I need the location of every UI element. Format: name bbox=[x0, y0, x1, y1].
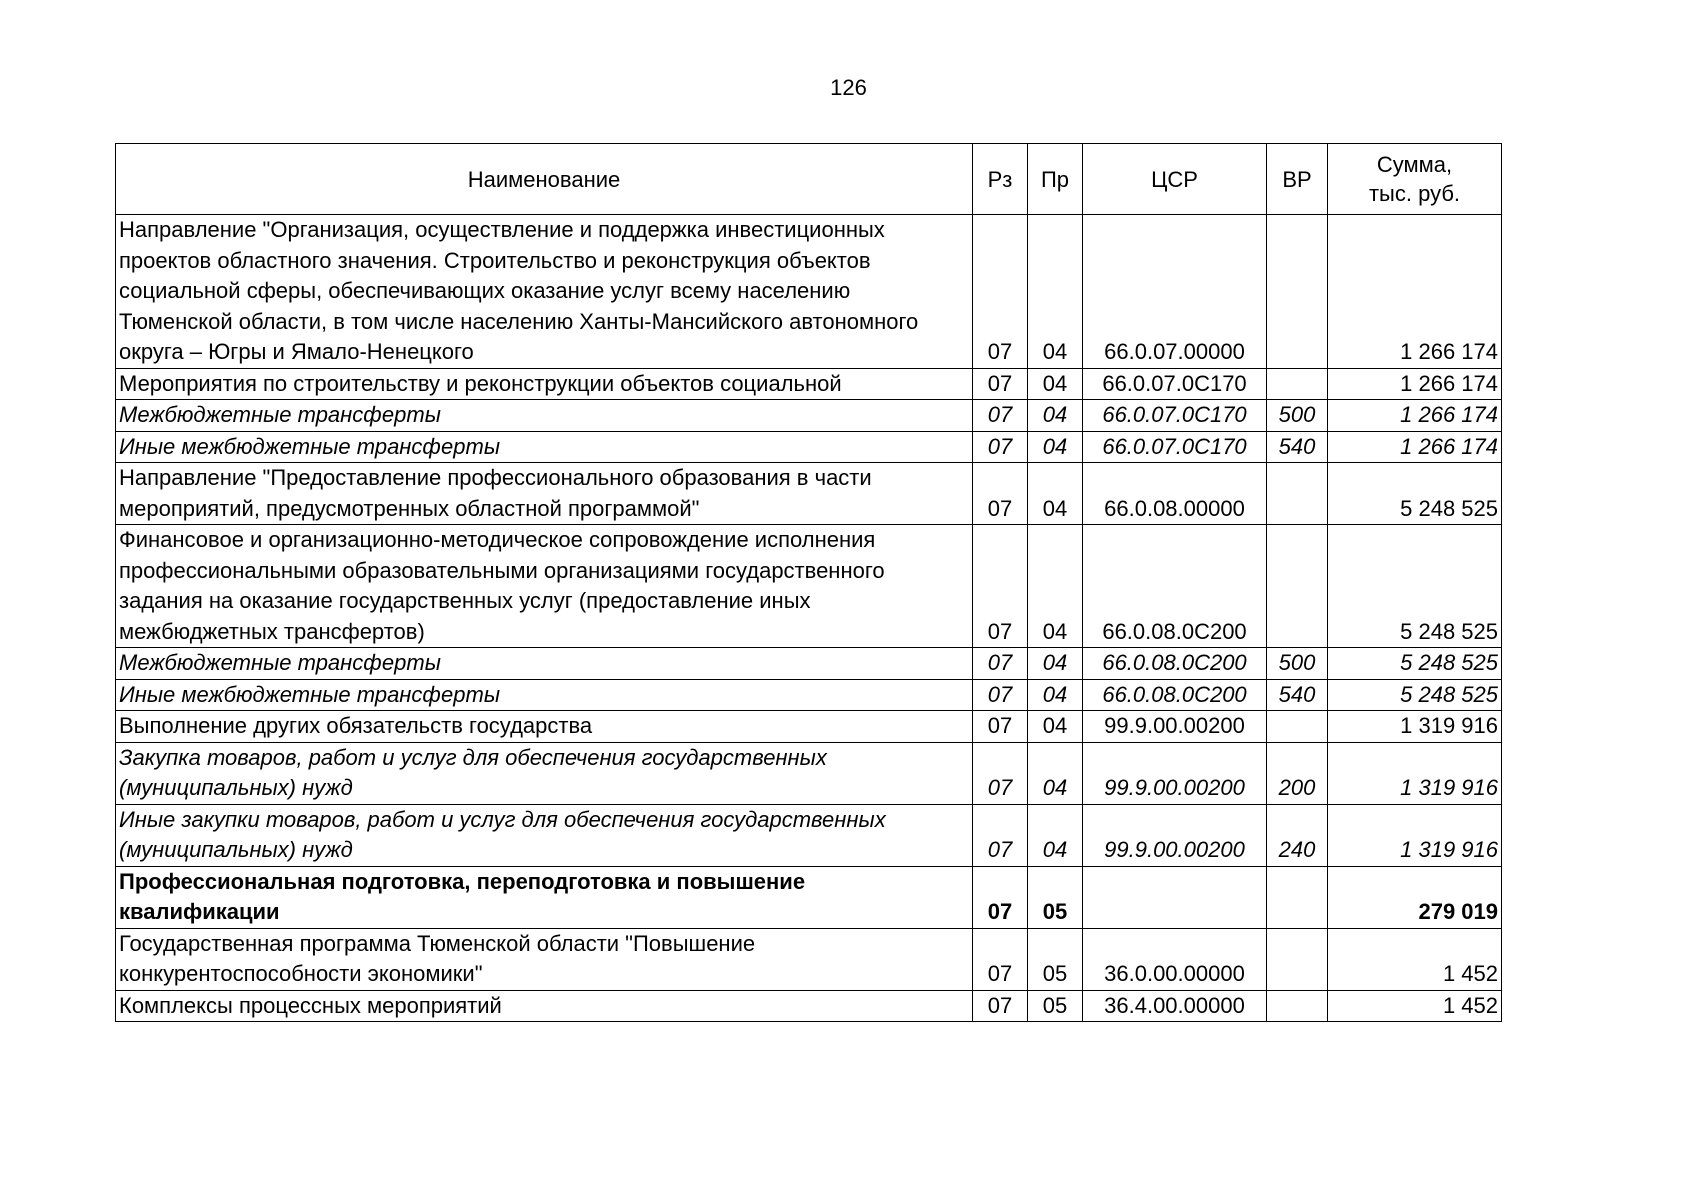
table-row bbox=[116, 928, 1502, 990]
row-sum: 1 266 174 bbox=[1328, 400, 1502, 432]
row-sum: 1 452 bbox=[1328, 990, 1502, 1022]
row-vr bbox=[1267, 368, 1328, 400]
row-csr: 66.0.08.0С200 bbox=[1083, 648, 1267, 680]
row-rz: 07 bbox=[973, 400, 1028, 432]
row-csr: 66.0.07.00000 bbox=[1083, 215, 1267, 369]
row-vr bbox=[1267, 711, 1328, 743]
row-csr: 99.9.00.00200 bbox=[1083, 742, 1267, 804]
row-vr: 200 bbox=[1267, 742, 1328, 804]
row-rz: 07 bbox=[973, 525, 1028, 648]
row-name: Иные межбюджетные трансферты bbox=[116, 679, 973, 711]
header-sum bbox=[1328, 144, 1502, 215]
table-row bbox=[116, 866, 1502, 928]
row-pr: 04 bbox=[1028, 648, 1083, 680]
row-rz: 07 bbox=[973, 742, 1028, 804]
row-pr: 04 bbox=[1028, 400, 1083, 432]
row-csr: 66.0.07.0С170 bbox=[1083, 368, 1267, 400]
row-vr: 500 bbox=[1267, 648, 1328, 680]
row-csr: 66.0.08.0С200 bbox=[1083, 525, 1267, 648]
row-sum: 5 248 525 bbox=[1328, 648, 1502, 680]
table-header-row bbox=[116, 144, 1502, 215]
row-name: Межбюджетные трансферты bbox=[116, 400, 973, 432]
row-pr: 04 bbox=[1028, 431, 1083, 463]
header-sum-line2: тыс. руб. bbox=[1368, 181, 1461, 206]
row-vr bbox=[1267, 928, 1328, 990]
row-sum: 1 266 174 bbox=[1328, 431, 1502, 463]
row-sum: 1 319 916 bbox=[1328, 742, 1502, 804]
table-row bbox=[116, 648, 1502, 680]
row-name: Межбюджетные трансферты bbox=[116, 648, 973, 680]
row-pr: 04 bbox=[1028, 525, 1083, 648]
header-rz: Рз bbox=[973, 144, 1028, 215]
row-csr: 36.4.00.00000 bbox=[1083, 990, 1267, 1022]
row-name: Иные закупки товаров, работ и услуг для обеспечения государственных (муниципальных) нужд bbox=[116, 804, 973, 866]
row-pr: 04 bbox=[1028, 463, 1083, 525]
row-sum: 1 266 174 bbox=[1328, 368, 1502, 400]
row-rz: 07 bbox=[973, 711, 1028, 743]
table-row bbox=[116, 525, 1502, 648]
row-sum: 1 319 916 bbox=[1328, 804, 1502, 866]
row-vr: 540 bbox=[1267, 679, 1328, 711]
row-vr bbox=[1267, 215, 1328, 369]
row-vr bbox=[1267, 525, 1328, 648]
row-rz: 07 bbox=[973, 463, 1028, 525]
row-pr: 05 bbox=[1028, 866, 1083, 928]
row-name: Направление "Предоставление профессионального образования в части мероприятий, предусмотренных областной программой" bbox=[116, 463, 973, 525]
header-csr: ЦСР bbox=[1083, 144, 1267, 215]
row-pr: 04 bbox=[1028, 679, 1083, 711]
row-sum: 5 248 525 bbox=[1328, 463, 1502, 525]
row-csr: 99.9.00.00200 bbox=[1083, 711, 1267, 743]
row-name: Государственная программа Тюменской области "Повышение конкурентоспособности экономики" bbox=[116, 928, 973, 990]
table-row bbox=[116, 804, 1502, 866]
row-sum: 279 019 bbox=[1328, 866, 1502, 928]
row-csr: 99.9.00.00200 bbox=[1083, 804, 1267, 866]
header-vr: ВР bbox=[1267, 144, 1328, 215]
row-csr: 36.0.00.00000 bbox=[1083, 928, 1267, 990]
row-pr: 04 bbox=[1028, 368, 1083, 400]
table-row bbox=[116, 742, 1502, 804]
row-rz: 07 bbox=[973, 804, 1028, 866]
row-csr: 66.0.08.0С200 bbox=[1083, 679, 1267, 711]
row-vr bbox=[1267, 463, 1328, 525]
row-csr: 66.0.08.00000 bbox=[1083, 463, 1267, 525]
row-pr: 05 bbox=[1028, 990, 1083, 1022]
table-row bbox=[116, 368, 1502, 400]
row-name: Закупка товаров, работ и услуг для обеспечения государственных (муниципальных) нужд bbox=[116, 742, 973, 804]
header-name: Наименование bbox=[116, 144, 973, 215]
table-row bbox=[116, 711, 1502, 743]
row-rz: 07 bbox=[973, 648, 1028, 680]
table-row bbox=[116, 463, 1502, 525]
row-sum: 1 452 bbox=[1328, 928, 1502, 990]
row-name: Профессиональная подготовка, переподготовка и повышение квалификации bbox=[116, 866, 973, 928]
row-rz: 07 bbox=[973, 679, 1028, 711]
row-rz: 07 bbox=[973, 215, 1028, 369]
row-vr bbox=[1267, 866, 1328, 928]
table-row bbox=[116, 215, 1502, 369]
row-rz: 07 bbox=[973, 990, 1028, 1022]
row-rz: 07 bbox=[973, 866, 1028, 928]
table-row bbox=[116, 679, 1502, 711]
row-vr: 500 bbox=[1267, 400, 1328, 432]
row-name: Иные межбюджетные трансферты bbox=[116, 431, 973, 463]
row-name: Мероприятия по строительству и реконструкции объектов социальной bbox=[116, 368, 973, 400]
row-name: Выполнение других обязательств государства bbox=[116, 711, 973, 743]
row-pr: 04 bbox=[1028, 711, 1083, 743]
row-vr: 540 bbox=[1267, 431, 1328, 463]
row-name: Финансовое и организационно-методическое сопровождение исполнения профессиональными образовательными организациями государственного задания на оказание государственных услуг (предоставление иных межбюджетных трансфертов) bbox=[116, 525, 973, 648]
row-pr: 05 bbox=[1028, 928, 1083, 990]
budget-table bbox=[115, 143, 1502, 1022]
row-pr: 04 bbox=[1028, 742, 1083, 804]
page-number: 126 bbox=[830, 75, 867, 100]
row-vr bbox=[1267, 990, 1328, 1022]
row-csr bbox=[1083, 866, 1267, 928]
row-pr: 04 bbox=[1028, 215, 1083, 369]
row-pr: 04 bbox=[1028, 804, 1083, 866]
row-sum: 1 319 916 bbox=[1328, 711, 1502, 743]
row-rz: 07 bbox=[973, 928, 1028, 990]
row-csr: 66.0.07.0С170 bbox=[1083, 431, 1267, 463]
row-rz: 07 bbox=[973, 368, 1028, 400]
table-row bbox=[116, 400, 1502, 432]
row-sum: 1 266 174 bbox=[1328, 215, 1502, 369]
row-name: Комплексы процессных мероприятий bbox=[116, 990, 973, 1022]
header-pr: Пр bbox=[1028, 144, 1083, 215]
table-row bbox=[116, 990, 1502, 1022]
row-rz: 07 bbox=[973, 431, 1028, 463]
row-name: Направление "Организация, осуществление и поддержка инвестиционных проектов областного значения. Строительство и реконструкция объектов социальной сферы, обеспечивающих оказание услуг всему населению Тюменской области, в том числе населению Ханты-Мансийского автономного округа – Югры и Ямало-Ненецкого bbox=[116, 215, 973, 369]
table-row bbox=[116, 431, 1502, 463]
row-csr: 66.0.07.0С170 bbox=[1083, 400, 1267, 432]
header-sum-line1: Сумма, bbox=[1376, 152, 1453, 177]
row-vr: 240 bbox=[1267, 804, 1328, 866]
row-sum: 5 248 525 bbox=[1328, 525, 1502, 648]
row-sum: 5 248 525 bbox=[1328, 679, 1502, 711]
